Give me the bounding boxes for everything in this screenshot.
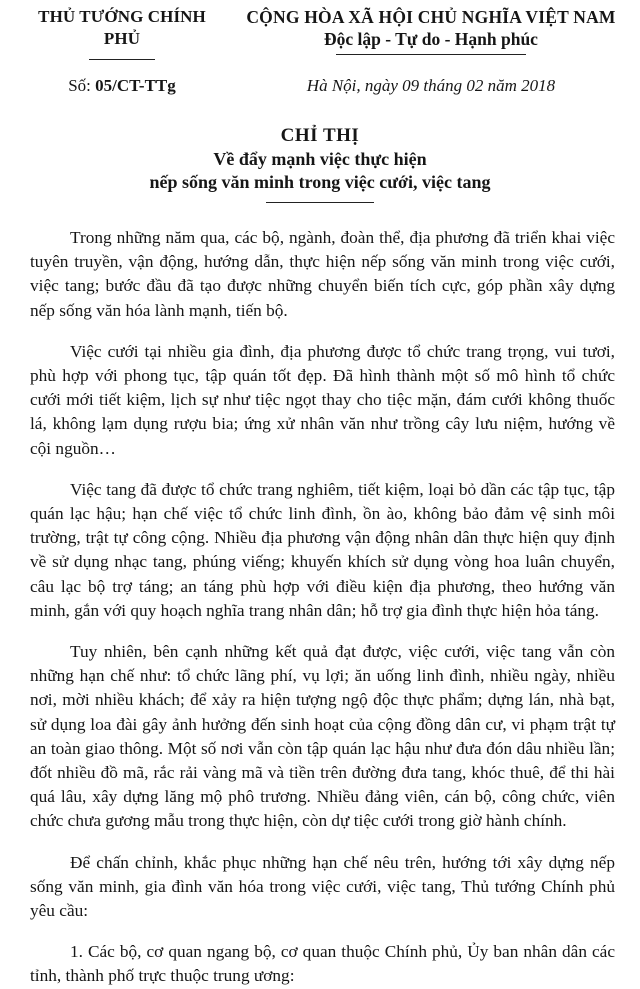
place-and-date: Hà Nội, ngày 09 tháng 02 năm 2018: [306, 76, 556, 95]
motto-underline: [336, 54, 526, 55]
national-title: CỘNG HÒA XÃ HỘI CHỦ NGHĨA VIỆT NAM: [246, 7, 616, 27]
body-paragraph: Việc cưới tại nhiều gia đình, địa phương được tổ chức trang trọng, vui tươi, phù hợp với phong tục, tập quán tốt đẹp. Đã hình thành một số mô hình tổ chức cưới mới tiết kiệm, lịch sự như tiệc ngọt thay cho tiệc mặn, đám cưới không thuốc lá, không lạm dụng rượu bia; ứng xử nhân văn như trồng cây lưu niệm, hướng về cội nguồn…: [30, 341, 615, 458]
body-paragraph: Để chấn chỉnh, khắc phục những hạn chế nêu trên, hướng tới xây dựng nếp sống văn minh, gia đình văn hóa trong việc cưới, việc tang, Thủ tướng Chính phủ yêu cầu:: [30, 852, 615, 921]
document-number: [22, 76, 222, 96]
document-number-label: Số:: [68, 76, 91, 95]
document-type: CHỈ THỊ: [280, 125, 360, 146]
document-subject-line-2: nếp sống văn minh trong việc cưới, việc tang: [149, 172, 491, 192]
document-body: [30, 226, 615, 989]
body-paragraph: Tuy nhiên, bên cạnh những kết quả đạt được, việc cưới, việc tang vẫn còn những hạn chế như: tổ chức lãng phí, vụ lợi; ăn uống linh đình, nhiều ngày, nhiều nơi, mời nhiều khách; để xảy ra hiện tượng ngộ độc thực phẩm; dựng lán, nhà bạt, sử dụng loa đài gây ảnh hưởng đến sinh hoạt của cộng đồng dân cư, vi phạm trật tự an toàn giao thông. Một số nơi vẫn còn tập quán lạc hậu như đưa đón dâu nhiều lần; đốt nhiều đồ mã, rắc rải vàng mã và tiền trên đường đưa tang, khóc thuê, để thi hài quá lâu, xây dựng lăng mộ phô trương. Nhiều đảng viên, cán bộ, công chức, viên chức chưa gương mẫu trong thực hiện, còn dự tiệc cưới trong giờ hành chính.: [30, 642, 615, 831]
title-underline: [266, 202, 374, 203]
agency-underline: [89, 59, 155, 60]
issuing-agency: THỦ TƯỚNG CHÍNH PHỦ: [38, 7, 206, 48]
document-header: [0, 6, 640, 76]
national-motto: Độc lập - Tự do - Hạnh phúc: [324, 29, 538, 49]
body-paragraph: Trong những năm qua, các bộ, ngành, đoàn thể, địa phương đã triển khai việc tuyên truyền, vận động, hướng dẫn, thực hiện nếp sống văn minh trong việc cưới, việc tang; bước đầu đã tạo được những chuyển biến tích cực, góp phần xây dựng nếp sống văn hóa lành mạnh, tiến bộ.: [30, 228, 615, 320]
document-number-value: 05/CT-TTg: [95, 76, 176, 95]
issuing-agency-block: [22, 6, 222, 60]
body-paragraph: Việc tang đã được tổ chức trang nghiêm, tiết kiệm, loại bỏ dần các tập tục, tập quán lạc hậu; hạn chế việc tổ chức linh đình, ồn ào, không bảo đảm vệ sinh môi trường, trật tự công cộng. Nhiều địa phương vận động nhân dân thực hiện quy định về sử dụng nhạc tang, phúng viếng; khuyến khích sử dụng vòng hoa luân chuyển, câu lạc bộ trợ táng; an táng phù hợp với điều kiện địa phương, theo hướng văn minh, gắn với quy hoạch nghĩa trang nhân dân; hỗ trợ gia đình thực hiện hỏa táng.: [30, 479, 615, 620]
numbered-item-1: 1. Các bộ, cơ quan ngang bộ, cơ quan thuộc Chính phủ, Ủy ban nhân dân các tỉnh, thành phố trực thuộc trung ương:: [30, 942, 615, 986]
document-subject-line-1: Về đẩy mạnh việc thực hiện: [213, 149, 427, 169]
document-title-block: [0, 124, 640, 203]
national-title-block: [228, 6, 634, 55]
